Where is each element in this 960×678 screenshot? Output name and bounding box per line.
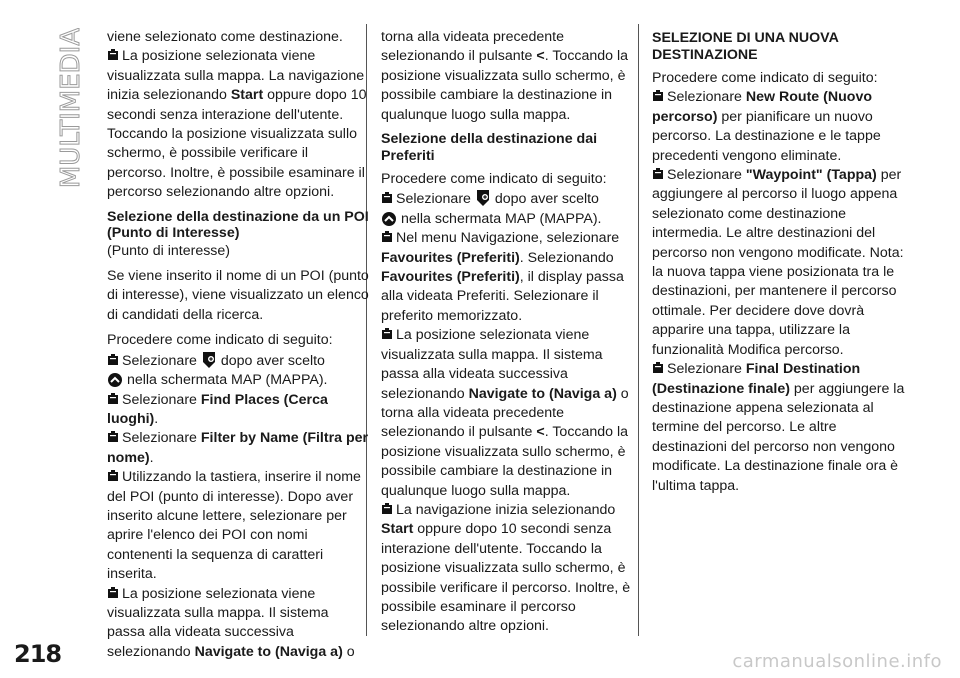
navigation-pin-icon: [201, 351, 217, 369]
step-item: Selezionare Final Destination (Destinazione finale) per aggiungere la destinazione appena selezionata al termine del percorso. Le altre destinazioni del percorso non vengono modificate. La destinazione finale ora è l'ultima tappa.: [652, 361, 905, 494]
step-item: Nel menu Navigazione, selezionare Favourites (Preferiti). Selezionando Favourites (Preferiti), il display passa alla videata Preferiti. Selezionare il preferito memorizzato.: [381, 230, 624, 324]
page-bullet-icon: [381, 328, 394, 340]
column-1: [107, 28, 369, 662]
page-bullet-icon: [652, 362, 665, 374]
page-bullet-icon: [381, 231, 394, 243]
page-bullet-icon: [107, 587, 120, 599]
step-item: La navigazione inizia selezionando Start oppure dopo 10 secondi senza interazione dell'utente. Toccando la posizione visualizzata sullo schermo, è possibile verificare il percorso. Inoltre, è possibile esaminare il percorso selezionando altre opzioni.: [381, 501, 631, 635]
paragraph: viene selezionato come destinazione.: [107, 29, 343, 45]
chevron-up-circle-icon: [381, 211, 397, 227]
paragraph: Procedere come indicato di seguito:: [652, 70, 878, 86]
step-item: Selezionare dopo aver scelto nella schermata MAP (MAPPA).: [107, 351, 369, 391]
svg-text:MULTIMEDIA: MULTIMEDIA: [56, 28, 86, 188]
navigation-pin-icon: [475, 189, 491, 207]
step-item: Selezionare Find Places (Cerca luoghi).: [107, 391, 328, 427]
page-bullet-icon: [381, 192, 394, 204]
heading-subtitle: (Punto di interesse): [107, 242, 231, 259]
step-item: Selezionare dopo aver scelto nella schermata MAP (MAPPA).: [381, 189, 643, 229]
page-bullet-icon: [652, 168, 665, 180]
page-bullet-icon: [381, 503, 394, 515]
page-bullet-icon: [107, 431, 120, 443]
section-heading: Selezione della destinazione dai Preferiti: [381, 131, 598, 164]
section-label: [48, 28, 94, 188]
page-number: 218: [14, 640, 62, 668]
step-item: La posizione selezionata viene visualizzata sulla mappa. Il sistema passa alla videata successiva selezionando Navigate to (Naviga a) o torna alla videata precedente selezionando il pulsante <. Toccando la posizione visualizzata sullo schermo, è possibile cambiare la destinazione in qualunque luogo sulla mappa.: [381, 327, 629, 499]
page-bullet-icon: [652, 90, 665, 102]
step-item: La posizione selezionata viene visualizzata sulla mappa. La navigazione inizia selezionando Start oppure dopo 10 secondi senza interazione dell'utente. Toccando la posizione visualizzata sullo schermo, è possibile verificare il percorso. Inoltre, è possibile esaminare il percorso selezionando altre opzioni.: [107, 48, 367, 201]
paragraph: Se viene inserito il nome di un POI (punto di interesse), viene visualizzato un elenco di candidati della ricerca.: [107, 268, 369, 323]
page-bullet-icon: [107, 49, 120, 61]
chevron-up-circle-icon: [107, 372, 123, 388]
step-item: Selezionare Filter by Name (Filtra per nome).: [107, 430, 369, 466]
section-heading: SELEZIONE DI UNA NUOVA DESTINAZIONE: [652, 30, 839, 63]
step-item: Selezionare "Waypoint" (Tappa) per aggiungere al percorso il luogo appena selezionato come destinazione intermedia. Le altre destinazioni del percorso non vengono modificate. Nota: la nuova tappa viene posizionata tra le destinazioni, per mantenere il percorso ottimale. Per decidere dove dovrà apparire una tappa, utilizzare la funzionalità Modifica percorso.: [652, 167, 904, 358]
paragraph: Procedere come indicato di seguito:: [107, 332, 333, 349]
step-item: La posizione selezionata viene visualizzata sulla mappa. Il sistema passa alla videata successiva selezionando Navigate to (Naviga a) o: [107, 585, 355, 660]
column-2: [381, 28, 643, 637]
section-heading: Selezione della destinazione da un POI (Punto di Interesse): [107, 208, 369, 242]
page-bullet-icon: [107, 354, 120, 366]
step-item: Selezionare New Route (Nuovo percorso) per pianificare un nuovo percorso. La destinazione e le tappe precedenti vengono eliminate.: [652, 89, 881, 164]
paragraph: Procedere come indicato di seguito:: [381, 171, 607, 188]
step-item: Utilizzando la tastiera, inserire il nome del POI (punto di interesse). Dopo aver inserito alcune lettere, selezionare per aprire l'elenco dei POI con nomi contenenti la sequenza di caratteri inserita.: [107, 469, 361, 583]
paragraph: torna alla videata precedente selezionando il pulsante <. Toccando la posizione visualizzata sullo schermo, è possibile cambiare la destinazione in qualunque luogo sulla mappa.: [381, 29, 629, 123]
watermark-footer: carmanualsonline.info: [732, 651, 942, 672]
page-bullet-icon: [107, 393, 120, 405]
page-bullet-icon: [107, 470, 120, 482]
column-3: [652, 28, 914, 496]
